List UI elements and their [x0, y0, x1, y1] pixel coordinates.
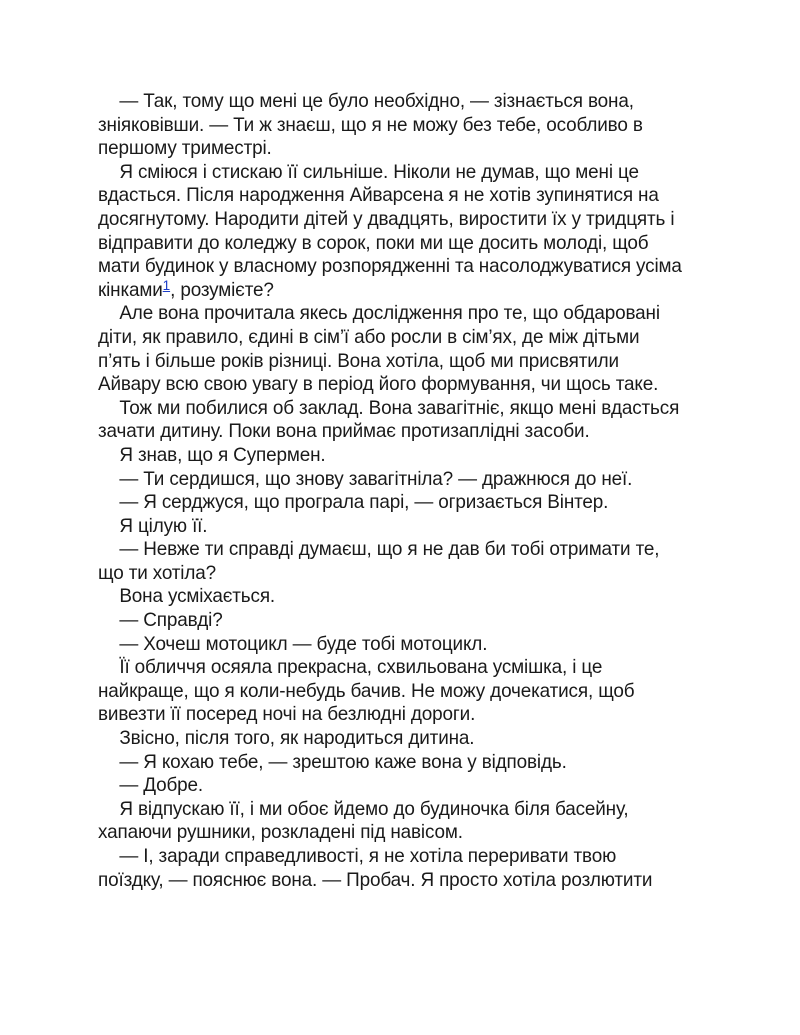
paragraph: Але вона прочитала якесь дослідження про те, що обдаровані діти, як правило, єдині в сім’ї або росли в сім’ях, де між дітьми п’ять і більше років різниці. Вона хотіла, щоб ми присвятили Айвару всю свою увагу в період його формування, чи щось таке.: [98, 302, 660, 396]
paragraph: Тож ми побилися об заклад. Вона завагітніє, якщо мені вдасться зачати дитину. Поки вона приймає протизаплідні засоби.: [98, 396, 680, 443]
paragraph: Її обличчя осяяла прекрасна, схвильована усмішка, і це найкраще, що я коли-небудь бачив. Не можу дочекатися, щоб вивезти її посеред ночі на безлюдні дороги.: [98, 656, 635, 726]
paragraph: Я відпускаю її, і ми обоє йдемо до будиночка біля басейну, хапаючи рушники, розкладені під навісом.: [98, 797, 629, 844]
paragraph: — Я серджуся, що програла парі, — огризається Вінтер.: [119, 491, 609, 514]
document-page: [98, 90, 684, 892]
paragraph: — Я кохаю тебе, — зрештою каже вона у відповідь.: [119, 750, 567, 773]
paragraph-text: Я сміюся і стискаю її сильніше. Ніколи не думав, що мені це вдасться. Після народження Айварсена я не хотів зупинятися на досягнутому. Народити дітей у двадцять, виростити їх у тридцять і відправити до коледжу в сорок, поки ми ще досить молоді, щоб мати будинок у власному розпорядженні та насолоджуватися усіма кінками: [98, 160, 682, 301]
paragraph: — Так, тому що мені це було необхідно, — зізнається вона, зніяковівши. — Ти ж знаєш, що я не можу без тебе, особливо в першому триместрі.: [98, 90, 643, 160]
footnote-link[interactable]: 1: [162, 276, 171, 293]
paragraph: Я цілую її.: [119, 514, 208, 537]
paragraph: — І, заради справедливості, я не хотіла переривати твою поїздку, — пояснює вона. — Пробач. Я просто хотіла розлютити: [98, 845, 653, 891]
paragraph: — Ти сердишся, що знову завагітніла? — дражнюся до неї.: [119, 467, 633, 490]
paragraph: — Справді?: [119, 609, 223, 632]
paragraph: — Невже ти справді думаєш, що я не дав би тобі отримати те, що ти хотіла?: [98, 538, 660, 584]
paragraph-text: , розумієте?: [170, 278, 274, 301]
paragraph: Я знав, що я Супермен.: [119, 443, 326, 466]
paragraph: Вона усміхається.: [119, 585, 276, 608]
paragraph: — Хочеш мотоцикл — буде тобі мотоцикл.: [119, 632, 488, 655]
paragraph: — Добре.: [119, 774, 204, 797]
paragraph-with-footnote: [98, 161, 684, 303]
paragraph: Звісно, після того, як народиться дитина.: [119, 727, 475, 750]
